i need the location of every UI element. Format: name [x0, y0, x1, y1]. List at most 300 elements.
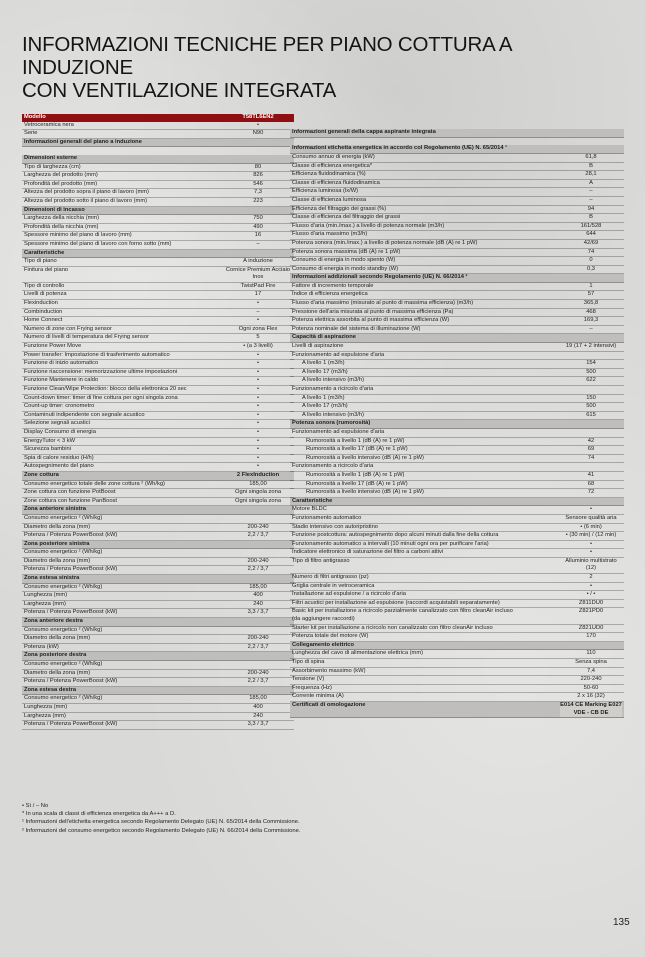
spec-row: [22, 164, 294, 173]
spec-value: 19 (17 + 2 intensivi): [565, 343, 617, 350]
section-header: [290, 498, 624, 507]
spec-row: [22, 609, 294, 618]
left-rows: [22, 122, 294, 730]
spec-label: Diametro della zona (mm): [24, 669, 91, 676]
spec-label: Griglia centrale in vetroceramica: [292, 582, 375, 589]
spec-row: [22, 334, 294, 343]
spec-value: 5: [256, 334, 260, 341]
spec-label: A livello intensivo (m3/h): [302, 377, 364, 384]
spec-row: [290, 197, 624, 206]
spec-value: 400: [253, 703, 263, 710]
spec-label: Potenza / Potenza PowerBoost (kW): [24, 609, 118, 616]
spec-row: [290, 438, 624, 447]
spec-row: [22, 463, 294, 472]
spec-value: 200-240: [247, 557, 269, 564]
spec-row: [22, 130, 294, 139]
spec-row: [22, 627, 294, 636]
spec-value: 42/69: [583, 239, 599, 246]
spec-label: Flexinduction: [24, 300, 58, 307]
spec-value: –: [256, 308, 260, 315]
spec-label: Funzionamento automatico a intervalli (10 minuti ogni ora per purificare l'aria): [292, 540, 489, 547]
spec-label: Starter kit per installazione a ricircolo non canalizzato con filtro cleanAir incluso: [292, 624, 493, 631]
right-spec-table: [290, 114, 624, 718]
section-header: [22, 207, 294, 216]
spec-value: 0,3: [587, 265, 595, 272]
spec-row: [290, 317, 624, 326]
spec-value: • / •: [586, 591, 596, 598]
spec-label: A livello 17 (m3/h): [302, 403, 348, 410]
spec-row: [290, 524, 624, 533]
spec-label: Funzione Mantenere in caldo: [24, 377, 99, 384]
spec-label: Consumo di energia in modo standby (W): [292, 265, 399, 272]
spec-row: [290, 377, 624, 386]
spec-row: [22, 403, 294, 412]
spec-row: [290, 326, 624, 335]
spec-row: [22, 215, 294, 224]
spec-label: Indice di efficienza energetica: [292, 291, 368, 298]
spec-row: [290, 171, 624, 180]
spec-label: Funzione riaccensione: memorizzazione ultime impostazioni: [24, 368, 178, 375]
spec-row: [290, 343, 624, 352]
section-header: [22, 618, 294, 627]
spec-value: 826: [253, 172, 263, 179]
spec-label: Numero di livelli di temperatura del Frying sensor: [24, 334, 149, 341]
spec-label: Flusso d'aria (min./max.) a livello di potenza normale (m3/h): [292, 222, 445, 229]
spec-value: 400: [253, 592, 263, 599]
spec-row: [22, 241, 294, 250]
spec-row: [290, 455, 624, 464]
model-value: T58TL6EN2: [242, 114, 274, 120]
spec-row: [22, 704, 294, 713]
spec-value: 169,3: [583, 317, 599, 324]
spec-label: Serie: [24, 130, 38, 137]
spec-value: 185,00: [249, 480, 267, 487]
section-header: [22, 652, 294, 661]
spec-value: 170: [586, 633, 596, 640]
spec-value: •: [256, 446, 259, 453]
spec-row: [22, 695, 294, 704]
spec-row: [22, 670, 294, 679]
spec-label: Caratteristiche: [292, 497, 333, 504]
spec-row: [22, 601, 294, 610]
spec-row: [290, 122, 624, 130]
spec-label: Zone cottura con funzione PanBoost: [24, 497, 118, 504]
spec-value: 2: [589, 574, 593, 581]
spec-row: [22, 291, 294, 300]
page-number: 135: [613, 917, 630, 928]
spec-row: [22, 566, 294, 575]
spec-row: [22, 317, 294, 326]
right-rows: [290, 114, 624, 718]
spec-row: [22, 661, 294, 670]
spec-value: 622: [586, 377, 596, 384]
spec-label: Assorbimento massimo (kW): [292, 667, 366, 674]
spec-label: Capacità di aspirazione: [292, 334, 356, 341]
spec-row: [290, 223, 624, 232]
spec-value: 150: [586, 394, 596, 401]
spec-row: [290, 625, 624, 634]
spec-label: Pressione dell'aria misurata al punto di massima efficienza (Pa): [292, 308, 454, 315]
spec-value: Ogni singola zona: [234, 489, 282, 496]
footnotes: [22, 802, 582, 835]
spec-value: 1: [589, 282, 593, 289]
spec-label: Flusso d'aria massimo (m3/h): [292, 231, 368, 238]
spec-row: [22, 429, 294, 438]
spec-row: [22, 181, 294, 190]
spec-value: 500: [586, 403, 596, 410]
section-header: [290, 129, 624, 138]
spec-label: Caratteristiche: [24, 249, 65, 256]
spec-label: Sicurezza bambini: [24, 446, 71, 453]
section-header: [22, 139, 294, 148]
spec-value: 80: [254, 163, 262, 170]
spec-value: Cornice Premium Acciaio Inox: [225, 266, 291, 281]
spec-value: 74: [587, 248, 595, 255]
spec-label: Lunghezza (mm): [24, 592, 68, 599]
spec-row: [290, 154, 624, 163]
spec-row: [290, 558, 624, 574]
spec-row: [22, 343, 294, 352]
spec-value: 61,8: [585, 153, 597, 160]
spec-value: •: [256, 317, 259, 324]
spec-row: [290, 352, 624, 361]
spec-row: [22, 412, 294, 421]
spec-label: Potenza sonora (min./max.) a livello di potenza normale (dB (A) re 1 pW): [292, 239, 478, 246]
spec-label: Corrente minima (A): [292, 693, 344, 700]
spec-label: Funzionamento a ricircolo d'aria: [292, 463, 374, 470]
spec-row: [290, 549, 624, 558]
spec-value: –: [256, 240, 260, 247]
spec-value: • (30 min) / (12 min): [565, 532, 617, 539]
spec-label: Tipo di piano: [24, 258, 57, 265]
spec-value: 69: [587, 446, 595, 453]
spec-label: Potenza / Potenza PowerBoost (kW): [24, 566, 118, 573]
spec-row: [290, 574, 624, 583]
spec-row: [22, 352, 294, 361]
spec-value: 200-240: [247, 523, 269, 530]
spec-row: [290, 676, 624, 685]
spec-label: Vetroceramica nera: [24, 121, 74, 128]
spec-row: [290, 532, 624, 541]
spec-row: [290, 214, 624, 223]
spec-row: [22, 360, 294, 369]
spec-label: Tipo di spina: [292, 659, 325, 665]
spec-value: N90: [252, 130, 264, 137]
spec-label: Efficienza del filtraggio dei grassi (%): [292, 205, 387, 212]
spec-label: Selezione segnali acustici: [24, 420, 90, 427]
spec-value: Ogni singola zona: [234, 497, 282, 504]
spec-row: [290, 386, 624, 395]
spec-label: Tensione (V): [292, 676, 325, 683]
spec-label: Spia di calore residuo (H/h): [24, 454, 94, 461]
spec-label: Potenza nominale del sistema di illuminazione (W): [292, 325, 421, 332]
spec-label: Livelli di aspirazione: [292, 343, 344, 350]
spec-label: Funzione Clean/Wipe Protection: blocco della elettronica 20 sec: [24, 386, 187, 392]
spec-row: [22, 224, 294, 233]
spec-label: Filtri acustici per installazione ad espulsione (raccordi acquistabili separatamente): [292, 599, 500, 606]
spec-value: 2,2 / 3,7: [247, 678, 269, 685]
spec-value: • (a 3 livelli): [243, 343, 273, 350]
spec-value: •: [256, 411, 259, 418]
spec-label: Informazioni addizionali secondo Regolamento (UE) N. 66/2014 ²: [292, 274, 468, 281]
spec-label: Diametro della zona (mm): [24, 635, 91, 642]
spec-label: Classe di efficienza del filtraggio dei grassi: [292, 214, 401, 221]
spec-label: Zona estesa destra: [24, 686, 77, 693]
spec-value: A induzione: [243, 258, 273, 265]
spec-label: Lunghezza del cavo di alimentazione elettrica (mm): [292, 650, 424, 657]
spec-label: Funzione Power Move: [24, 343, 82, 350]
spec-row: [290, 446, 624, 455]
model-label: Modello: [24, 114, 46, 120]
spec-row: [290, 650, 624, 659]
spec-label: Zona posteriore destra: [24, 652, 87, 659]
spec-label: Flusso d'aria massimo (misurato al punto di massima efficienza) (m3/h): [292, 300, 474, 307]
spec-label: Potenza / Potenza PowerBoost (kW): [24, 721, 118, 728]
spec-row: [22, 198, 294, 207]
spec-value: •: [256, 428, 259, 435]
spec-label: Larghezza della nicchia (mm): [24, 215, 100, 222]
spec-value: 644: [586, 231, 596, 238]
spec-row: [290, 231, 624, 240]
spec-row: [22, 678, 294, 687]
spec-label: Zone cottura: [24, 471, 59, 478]
spec-row: [290, 541, 624, 550]
spec-value: 154: [586, 360, 596, 367]
spec-label: Lunghezza (mm): [24, 703, 68, 710]
spec-label: Rumorosità a livello 17 (dB (A) re 1 pW): [306, 446, 408, 453]
spec-value: Sensore qualità aria: [565, 514, 617, 521]
spec-label: Count-up timer: cronometro: [24, 403, 95, 410]
spec-value: 161/528: [580, 222, 602, 229]
spec-label: Funzione di inizio automatico: [24, 360, 99, 367]
spec-row: [22, 267, 294, 283]
spec-row: [22, 515, 294, 524]
spec-label: Altezza del prodotto sopra il piano di lavoro (mm): [24, 189, 149, 196]
spec-row: [290, 283, 624, 292]
spec-value: 50-60: [583, 684, 599, 691]
spec-value: Z821UD0: [578, 624, 604, 631]
spec-row: [22, 395, 294, 404]
spec-label: Contaminuti indipendente con segnale acustico: [24, 411, 145, 418]
spec-row: [22, 369, 294, 378]
spec-value: 57: [587, 291, 595, 298]
spec-label: Potenza totale del motore (W): [292, 633, 369, 640]
spec-value: 16: [254, 232, 262, 239]
spec-label: Certificati di omologazione: [292, 701, 366, 708]
spec-value: •: [256, 394, 259, 401]
spec-row: [22, 644, 294, 653]
spec-row: [290, 463, 624, 472]
spec-value: 240: [253, 600, 263, 607]
spec-label: Efficienza fluidodinamica (%): [292, 171, 366, 178]
spec-row: [290, 114, 624, 122]
spec-label: Installazione ad espulsione / a ricircolo d'aria: [292, 591, 406, 598]
spec-row: [290, 291, 624, 300]
spec-row: [22, 309, 294, 318]
spec-value: B: [589, 162, 593, 169]
spec-label: Consumo energetico totale delle zone cottura ² (Wh/kg): [24, 480, 165, 487]
spec-label: Dimensioni esterne: [24, 154, 78, 161]
spec-label: Tipo di controllo: [24, 282, 65, 289]
spec-row: [22, 713, 294, 722]
spec-value: • (6 min): [580, 523, 602, 530]
spec-row: [290, 515, 624, 524]
spec-value: 468: [586, 308, 596, 315]
spec-row: [290, 608, 624, 624]
spec-row: [290, 163, 624, 172]
spec-label: Tipo di filtro antigrasso: [292, 557, 350, 564]
spec-row: [290, 429, 624, 438]
left-spec-table: [22, 114, 294, 730]
model-row: [22, 114, 294, 122]
spec-value: 490: [253, 223, 263, 230]
spec-row: [290, 180, 624, 189]
spec-row: [22, 489, 294, 498]
spec-value: •: [256, 403, 259, 410]
spec-row: [22, 558, 294, 567]
spec-label: Informazioni etichetta energetica in accordo col Regolamento (UE) N. 65/2014 ¹: [292, 145, 508, 152]
spec-value: Senza spina: [575, 659, 607, 665]
spec-label: Rumorosità a livello intensivo (dB (A) re 1 pW): [306, 454, 424, 461]
spec-label: Larghezza del prodotto (mm): [24, 172, 98, 179]
spec-label: Potenza sonora (rumorosità): [292, 420, 371, 427]
spec-label: Larghezza (mm): [24, 600, 66, 607]
spec-label: Collegamento elettrico: [292, 641, 354, 648]
spec-value: E014 CE Marking E027 VDE - CB DE: [560, 701, 622, 716]
spec-label: Basic kit per installazione a ricircolo parzialmente canalizzato con filtro cleanAir incluso (da aggiungere raccordi): [292, 608, 513, 623]
spec-value: •: [256, 300, 259, 307]
spec-label: Funzione postcottura: autospegnimento dopo alcuni minuti dalla fine della cottura: [292, 532, 499, 539]
spec-value: •: [256, 463, 259, 470]
spec-label: Zona estesa sinistra: [24, 575, 80, 582]
spec-value: –: [589, 196, 593, 203]
spec-label: Rumorosità a livello 1 (dB (A) re 1 pW): [306, 437, 405, 444]
spec-value: 2 x 16 (32): [577, 693, 605, 700]
spec-label: Rumorosità a livello 17 (dB (A) re 1 pW): [306, 480, 408, 487]
spec-label: Classe di efficienza fluidodinamica: [292, 179, 380, 186]
spec-value: 200-240: [247, 635, 269, 642]
spec-value: Ogni zona Flex: [238, 325, 278, 332]
spec-label: Informazioni generali del piano a induzione: [24, 138, 142, 145]
spec-label: Profondità del prodotto (mm): [24, 180, 98, 187]
spec-label: Count-down timer: timer di fine cottura per ogni singola zona: [24, 394, 178, 401]
spec-value: •: [589, 540, 592, 547]
footnote: ¹ Informazioni dell'etichetta energetica secondo Regolamento Delegato (UE) N. 65/2014 della Commissione.: [22, 819, 300, 826]
section-header: [22, 541, 294, 550]
spec-row: [22, 283, 294, 292]
spec-value: 200-240: [247, 669, 269, 676]
spec-row: [290, 300, 624, 309]
section-header: [22, 155, 294, 164]
spec-row: [290, 583, 624, 592]
spec-label: Home Connect: [24, 317, 63, 324]
spec-label: Funzionamento ad espulsione d'aria: [292, 428, 385, 435]
spec-value: 72: [587, 489, 595, 496]
section-header: [290, 274, 624, 283]
spec-value: •: [589, 582, 592, 589]
spec-value: •: [256, 351, 259, 358]
spec-value: 546: [253, 180, 263, 187]
spec-value: 110: [586, 650, 596, 657]
spec-label: Potenza / Potenza PowerBoost (kW): [24, 678, 118, 685]
spec-row: [290, 369, 624, 378]
spec-label: Potenza elettrica assorbita al punto di massima efficienza (W): [292, 317, 450, 324]
spec-row: [290, 506, 624, 515]
spec-value: •: [256, 437, 259, 444]
spec-row: [22, 532, 294, 541]
spec-label: A livello 1 (m3/h): [302, 394, 345, 401]
spec-value: 0: [589, 257, 593, 264]
spec-label: Efficienza luminosa (lx/W): [292, 188, 359, 195]
section-header: [290, 334, 624, 343]
spec-row: [22, 300, 294, 309]
spec-value: 2,2 / 3,7: [247, 566, 269, 573]
spec-label: Frequenza (Hz): [292, 684, 332, 691]
spec-value: •: [256, 121, 259, 128]
spec-label: Display Consumo di energia: [24, 428, 96, 435]
spec-value: 7,4: [587, 667, 595, 674]
section-header: [22, 575, 294, 584]
spec-row: [290, 309, 624, 318]
spec-value: 185,00: [249, 695, 267, 702]
spec-value: •: [589, 506, 592, 513]
spec-label: Zona anteriore sinistra: [24, 506, 86, 513]
spec-label: Consumo energetico ² (Wh/kg): [24, 626, 103, 633]
section-header: [290, 420, 624, 429]
spec-row: [22, 592, 294, 601]
spec-value: Z821PD0: [578, 608, 604, 615]
spec-row: [290, 412, 624, 421]
spec-value: B: [589, 214, 593, 221]
spec-label: Consumo di energia in modo spento (W): [292, 257, 396, 264]
spec-value: •: [589, 549, 592, 556]
spec-label: Numero di zone con Frying sensor: [24, 325, 112, 332]
spec-row: [22, 481, 294, 490]
spec-label: Spessore minimo del piano di lavoro (mm): [24, 232, 132, 239]
spec-row: [290, 249, 624, 258]
spec-row: [290, 403, 624, 412]
spec-value: Alluminio multistrato (12): [565, 557, 617, 572]
footnote: ² Informazioni del consumo energetico secondo Regolamento Delegato (UE) N. 66/2014 della Commissione.: [22, 827, 301, 834]
spec-value: 94: [587, 205, 595, 212]
spec-value: –: [589, 188, 593, 195]
spec-label: Tipo di larghezza (cm): [24, 163, 81, 170]
spec-row: [290, 591, 624, 600]
spec-value: •: [256, 420, 259, 427]
spec-row: [22, 498, 294, 507]
spec-label: A livello 17 (m3/h): [302, 368, 348, 375]
spec-value: 185,00: [249, 583, 267, 590]
spec-row: [22, 438, 294, 447]
spec-row: [22, 721, 294, 730]
spec-row: [22, 172, 294, 181]
spec-label: Diametro della zona (mm): [24, 523, 91, 530]
spec-label: Combinduction: [24, 308, 63, 315]
spec-label: Rumorosità a livello intensivo (dB (A) re 1 pW): [306, 489, 424, 496]
spec-value: 615: [586, 411, 596, 418]
spec-row: [290, 481, 624, 490]
spec-value: •: [256, 377, 259, 384]
spec-row: [290, 395, 624, 404]
spec-label: Consumo energetico ² (Wh/kg): [24, 549, 103, 556]
spec-value: 42: [587, 437, 595, 444]
spec-label: EnergyTutor < 3 kW: [24, 437, 76, 444]
spec-label: Rumorosità a livello 1 (dB (A) re 1 pW): [306, 471, 405, 478]
spec-value: •: [256, 368, 259, 375]
spec-label: Motore BLDC: [292, 506, 327, 513]
spec-row: [22, 232, 294, 241]
spec-label: Numero di filtri antigrasso (pz): [292, 574, 369, 581]
